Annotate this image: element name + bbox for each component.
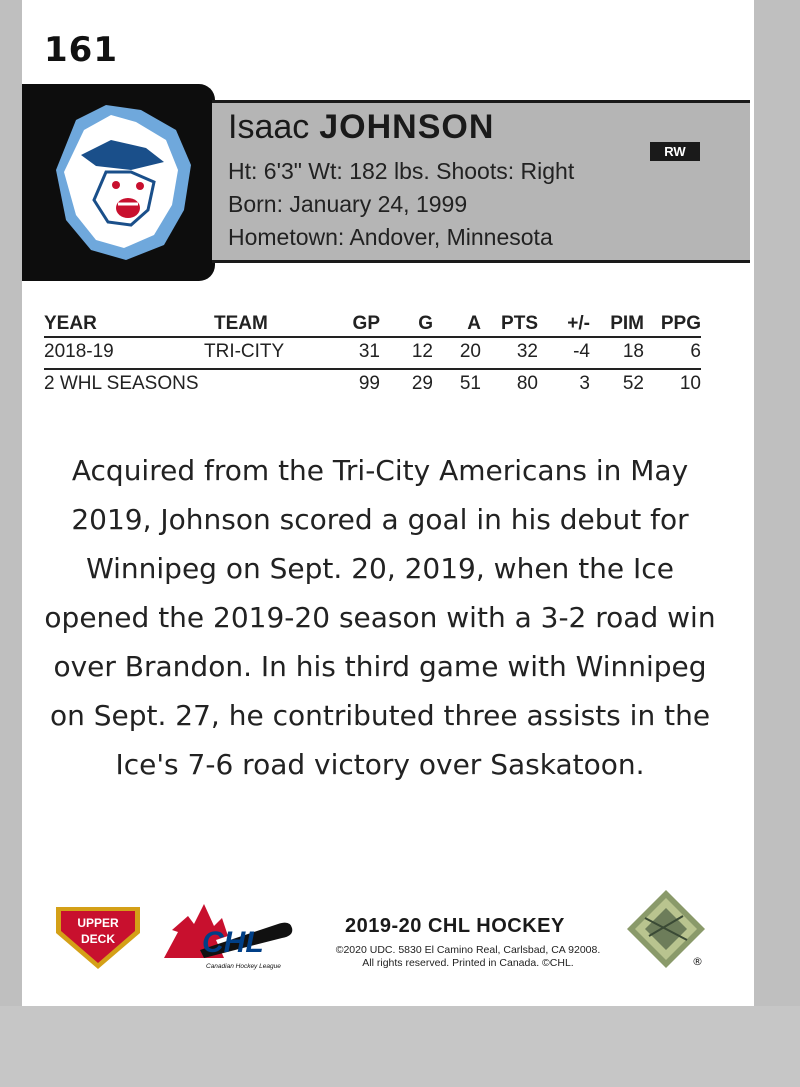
- position-badge: RW: [650, 142, 700, 161]
- cell-pts: 80: [516, 373, 538, 394]
- cell-ppg: 10: [679, 373, 701, 394]
- cell-year: 2018-19: [44, 341, 114, 362]
- svg-text:DECK: DECK: [80, 932, 116, 946]
- cell-plus-minus: -4: [573, 341, 590, 362]
- cell-a: 20: [459, 341, 481, 362]
- legal-text: [322, 944, 614, 970]
- player-name: [228, 108, 494, 147]
- cell-g: 12: [411, 341, 433, 362]
- cell-team: TRI-CITY: [204, 341, 285, 362]
- svg-text:Canadian Hockey League: Canadian Hockey League: [206, 963, 281, 970]
- legal-line-2: All rights reserved. Printed in Canada. ©CHL.: [362, 957, 574, 969]
- table-row: [44, 338, 701, 370]
- player-last-name: JOHNSON: [319, 108, 495, 146]
- team-logo-box: [22, 84, 215, 281]
- player-first-name: Isaac: [228, 108, 310, 146]
- registered-mark: ®: [692, 955, 703, 968]
- svg-text:CHL: CHL: [202, 926, 264, 959]
- upper-deck-logo: [52, 903, 144, 977]
- cell-gp: 31: [358, 341, 380, 362]
- player-measurements: Ht: 6'3" Wt: 182 lbs. Shoots: Right: [228, 158, 575, 184]
- table-row: [44, 370, 701, 400]
- col-team: TEAM: [214, 313, 268, 334]
- col-pim: PIM: [610, 313, 644, 334]
- cell-year: 2 WHL SEASONS: [44, 373, 199, 394]
- cell-g: 29: [411, 373, 433, 394]
- card-number: 161: [44, 30, 118, 70]
- stats-header-row: [44, 310, 701, 338]
- player-bio: Acquired from the Tri-City Americans in May 2019, Johnson scored a goal in his debut for Winnipeg on Sept. 20, 2019, when the Ice opened the 2019-20 season with a 3-2 road win over Brandon. In his third game with Winnipeg on Sept. 27, he contributed three assists in the Ice's 7-6 road victory over Saskatoon.: [44, 454, 716, 781]
- cell-plus-minus: 3: [579, 373, 590, 394]
- col-gp: GP: [352, 313, 380, 334]
- cell-pts: 32: [516, 341, 538, 362]
- stats-table: [44, 310, 701, 400]
- set-title: 2019-20 CHL HOCKEY: [345, 915, 565, 937]
- chl-logo: [158, 896, 298, 978]
- col-pts: PTS: [501, 313, 538, 334]
- scan-background: [0, 1006, 800, 1087]
- svg-text:UPPER: UPPER: [77, 916, 119, 930]
- cell-pim: 18: [622, 341, 644, 362]
- player-born: Born: January 24, 1999: [228, 191, 468, 217]
- player-hometown: Hometown: Andover, Minnesota: [228, 224, 553, 250]
- col-g: G: [418, 313, 433, 334]
- yeti-head-icon: [36, 100, 201, 265]
- col-ppg: PPG: [660, 313, 701, 334]
- col-a: A: [467, 313, 481, 334]
- legal-line-1: ©2020 UDC. 5830 El Camino Real, Carlsbad, CA 92008.: [335, 944, 601, 956]
- col-plus-minus: +/-: [567, 313, 590, 334]
- cell-gp: 99: [358, 373, 380, 394]
- cell-a: 51: [459, 373, 481, 394]
- cell-pim: 52: [622, 373, 644, 394]
- cell-ppg: 6: [690, 341, 701, 362]
- col-year: YEAR: [44, 313, 97, 334]
